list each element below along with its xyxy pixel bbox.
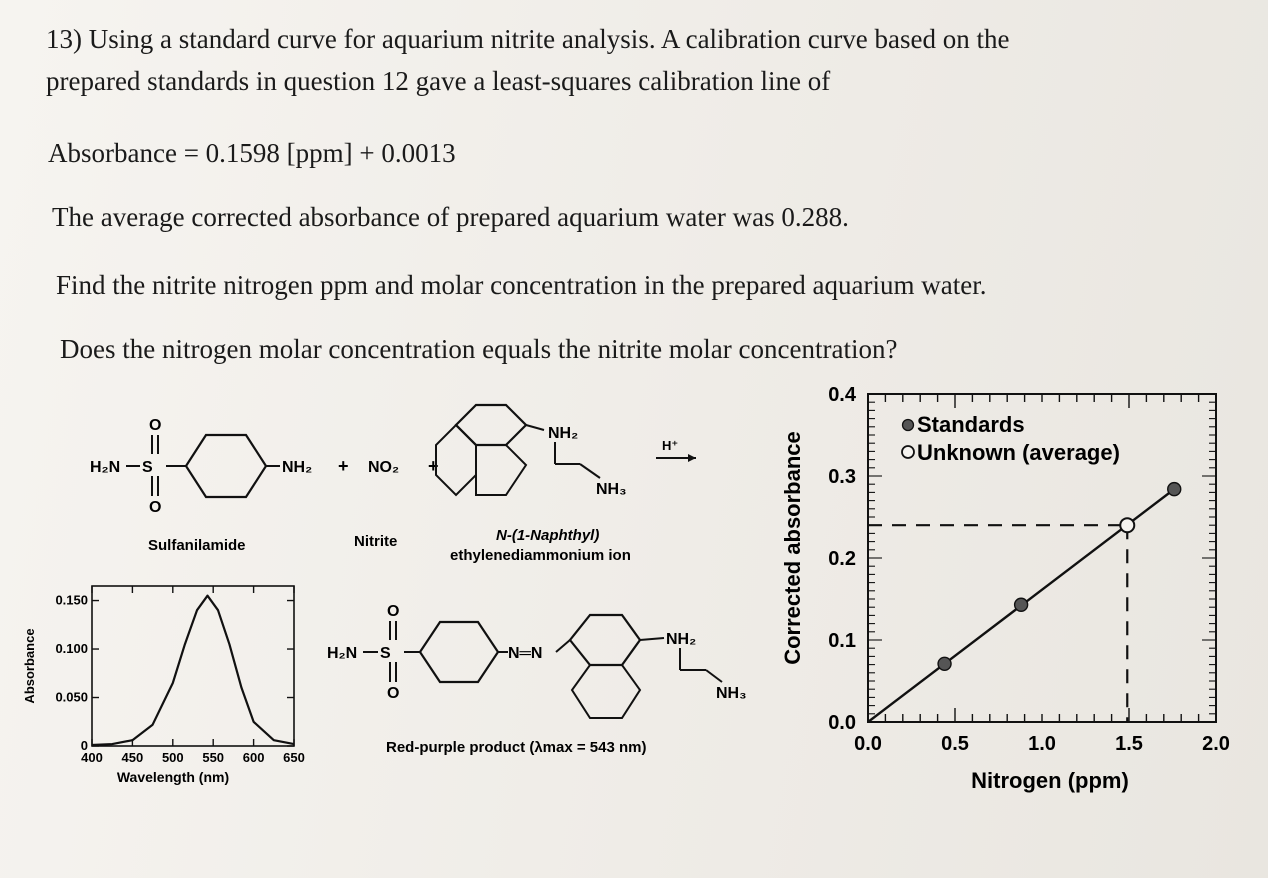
question-line-2: prepared standards in question 12 gave a least-squares calibration line of bbox=[46, 66, 831, 96]
product-nh3: NH₃ bbox=[716, 685, 747, 702]
question-line-1: 13) Using a standard curve for aquarium nitrite analysis. A calibration curve based on the bbox=[46, 24, 1010, 54]
naphthyl-nh3: NH₃ bbox=[596, 481, 627, 498]
calibration-equation: Absorbance = 0.1598 [ppm] + 0.0013 bbox=[48, 138, 456, 168]
legend-unknown-label: Unknown (average) bbox=[917, 440, 1120, 465]
spectrum-x-tick-label: 600 bbox=[242, 750, 265, 765]
calibration-x-tick-label: 1.5 bbox=[1115, 733, 1143, 755]
calibration-y-tick-label: 0.0 bbox=[828, 712, 856, 734]
calibration-y-tick-label: 0.1 bbox=[828, 630, 856, 652]
calibration-y-tick-label: 0.3 bbox=[828, 466, 856, 488]
spectrum-x-tick-label: 550 bbox=[202, 750, 225, 765]
average-absorbance-text: The average corrected absorbance of prepared aquarium water was 0.288. bbox=[52, 202, 849, 232]
calibration-x-tick-label: 1.0 bbox=[1028, 733, 1056, 755]
naphthyl-label-1: N-(1-Naphthyl) bbox=[496, 527, 600, 544]
standard-point bbox=[1168, 483, 1181, 496]
sulfanilamide-nh2: NH₂ bbox=[282, 459, 313, 476]
product-o-top: O bbox=[387, 603, 400, 620]
calibration-x-tick-label: 0.5 bbox=[941, 733, 969, 755]
azo-group: N═N bbox=[508, 645, 543, 662]
naphthyl-label-2: ethylenediammonium ion bbox=[450, 547, 631, 564]
find-instruction: Find the nitrite nitrogen ppm and molar concentration in the prepared aquarium water. bbox=[56, 270, 987, 300]
spectrum-series-line bbox=[92, 596, 294, 745]
plus-sign-2: + bbox=[428, 456, 439, 476]
spectrum-y-tick-label: 0 bbox=[80, 738, 88, 753]
spectrum-y-tick-label: 0.050 bbox=[55, 689, 88, 705]
product-o-bottom: O bbox=[387, 685, 400, 702]
calibration-y-axis-label: Corrected absorbance bbox=[780, 431, 805, 665]
sulfanilamide-o-bottom: O bbox=[149, 499, 162, 516]
legend-standards-marker bbox=[903, 420, 914, 431]
calibration-x-tick-label: 2.0 bbox=[1202, 733, 1230, 755]
spectrum-x-tick-label: 400 bbox=[81, 750, 103, 765]
product-s: S bbox=[380, 645, 391, 662]
sulfanilamide-o-top: O bbox=[149, 417, 162, 434]
nitrite-formula: NO₂ bbox=[368, 459, 400, 476]
comparison-question: Does the nitrogen molar concentration equals the nitrite molar concentration? bbox=[60, 334, 898, 364]
calibration-x-tick-label: 0.0 bbox=[854, 733, 882, 755]
plus-sign-1: + bbox=[338, 456, 349, 476]
calibration-x-axis-label: Nitrogen (ppm) bbox=[971, 768, 1129, 793]
spectrum-plot-frame bbox=[92, 586, 294, 746]
legend-standards-label: Standards bbox=[917, 412, 1025, 437]
catalyst-label: H⁺ bbox=[662, 438, 679, 453]
standard-point bbox=[1015, 598, 1028, 611]
spectrum-y-axis-label: Absorbance bbox=[22, 628, 37, 704]
naphthyl-structure bbox=[436, 405, 631, 564]
nitrite-label: Nitrite bbox=[354, 533, 398, 550]
spectrum-x-tick-label: 650 bbox=[283, 750, 305, 765]
product-nh2: NH₂ bbox=[666, 631, 697, 648]
calibration-curve-chart bbox=[780, 384, 1250, 804]
spectrum-x-tick-label: 500 bbox=[161, 750, 184, 765]
calibration-y-tick-label: 0.4 bbox=[828, 384, 856, 406]
spectrum-y-tick-label: 0.150 bbox=[55, 592, 88, 608]
product-label: Red-purple product (λmax = 543 nm) bbox=[386, 739, 647, 756]
product-structure bbox=[327, 603, 747, 756]
calibration-y-tick-label: 0.2 bbox=[828, 548, 856, 570]
absorbance-spectrum-chart bbox=[20, 578, 320, 798]
sulfanilamide-structure bbox=[90, 417, 312, 554]
product-h2n: H₂N bbox=[327, 645, 358, 662]
spectrum-x-axis-label: Wavelength (nm) bbox=[116, 769, 230, 785]
sulfanilamide-s: S bbox=[142, 459, 153, 476]
standard-point bbox=[938, 657, 951, 670]
spectrum-x-tick-label: 450 bbox=[121, 750, 144, 765]
sulfanilamide-h2n: H₂N bbox=[90, 459, 121, 476]
naphthyl-nh2: NH₂ bbox=[548, 425, 579, 442]
sulfanilamide-label: Sulfanilamide bbox=[148, 537, 246, 554]
legend-unknown-marker bbox=[902, 446, 914, 458]
spectrum-y-tick-label: 0.100 bbox=[55, 641, 88, 657]
unknown-point bbox=[1120, 518, 1134, 532]
